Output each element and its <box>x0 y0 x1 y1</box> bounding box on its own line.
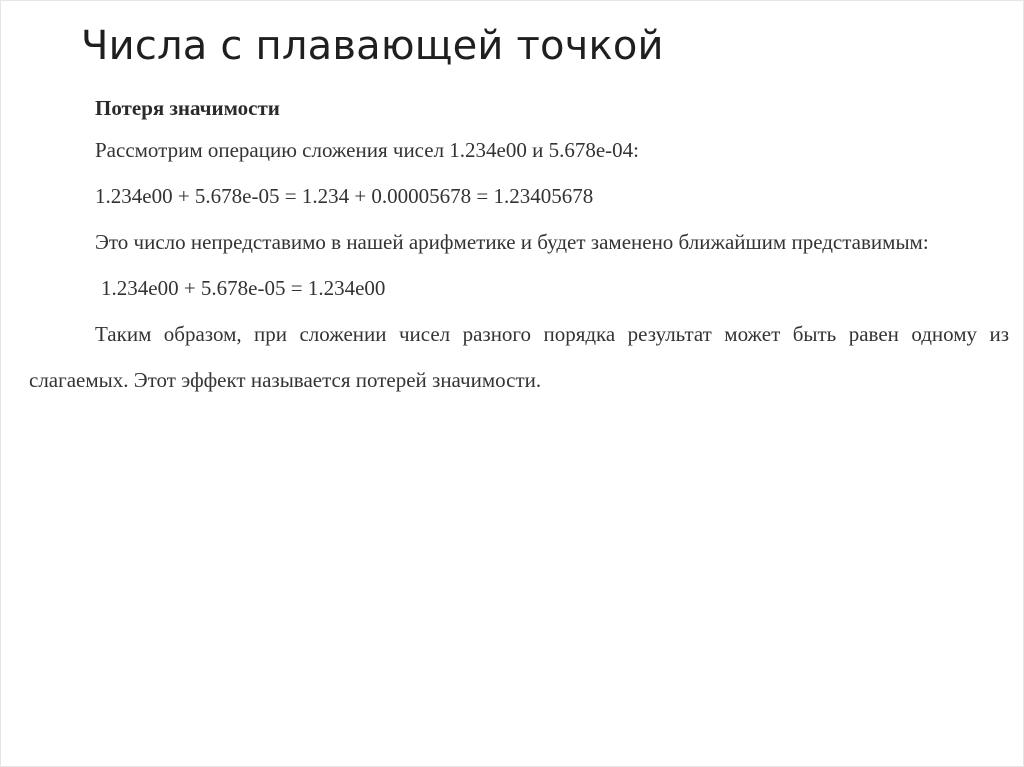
slide-title: Числа с плавающей точкой <box>81 23 664 69</box>
intro-text: Рассмотрим операцию сложения чисел 1.234e00 и 5.678e-04: <box>95 138 640 162</box>
paragraph-conclusion: Таким образом, при сложении чисел разного порядка результат может быть равен одному из слагаемых. Этот эффект называется потерей значимости. <box>29 322 1009 392</box>
section-heading: Потеря значимости <box>95 96 280 120</box>
slide-content <box>29 89 1009 403</box>
addition-equation: 1.234e00 + 5.678e-05 = 1.234 + 0.00005678 = 1.23405678 <box>95 184 594 208</box>
paragraph-not-representable: Это число непредставимо в нашей арифметике и будет заменено ближайшим представимым: <box>95 230 929 254</box>
rounded-result-equation: 1.234e00 + 5.678e-05 = 1.234e00 <box>101 276 386 300</box>
